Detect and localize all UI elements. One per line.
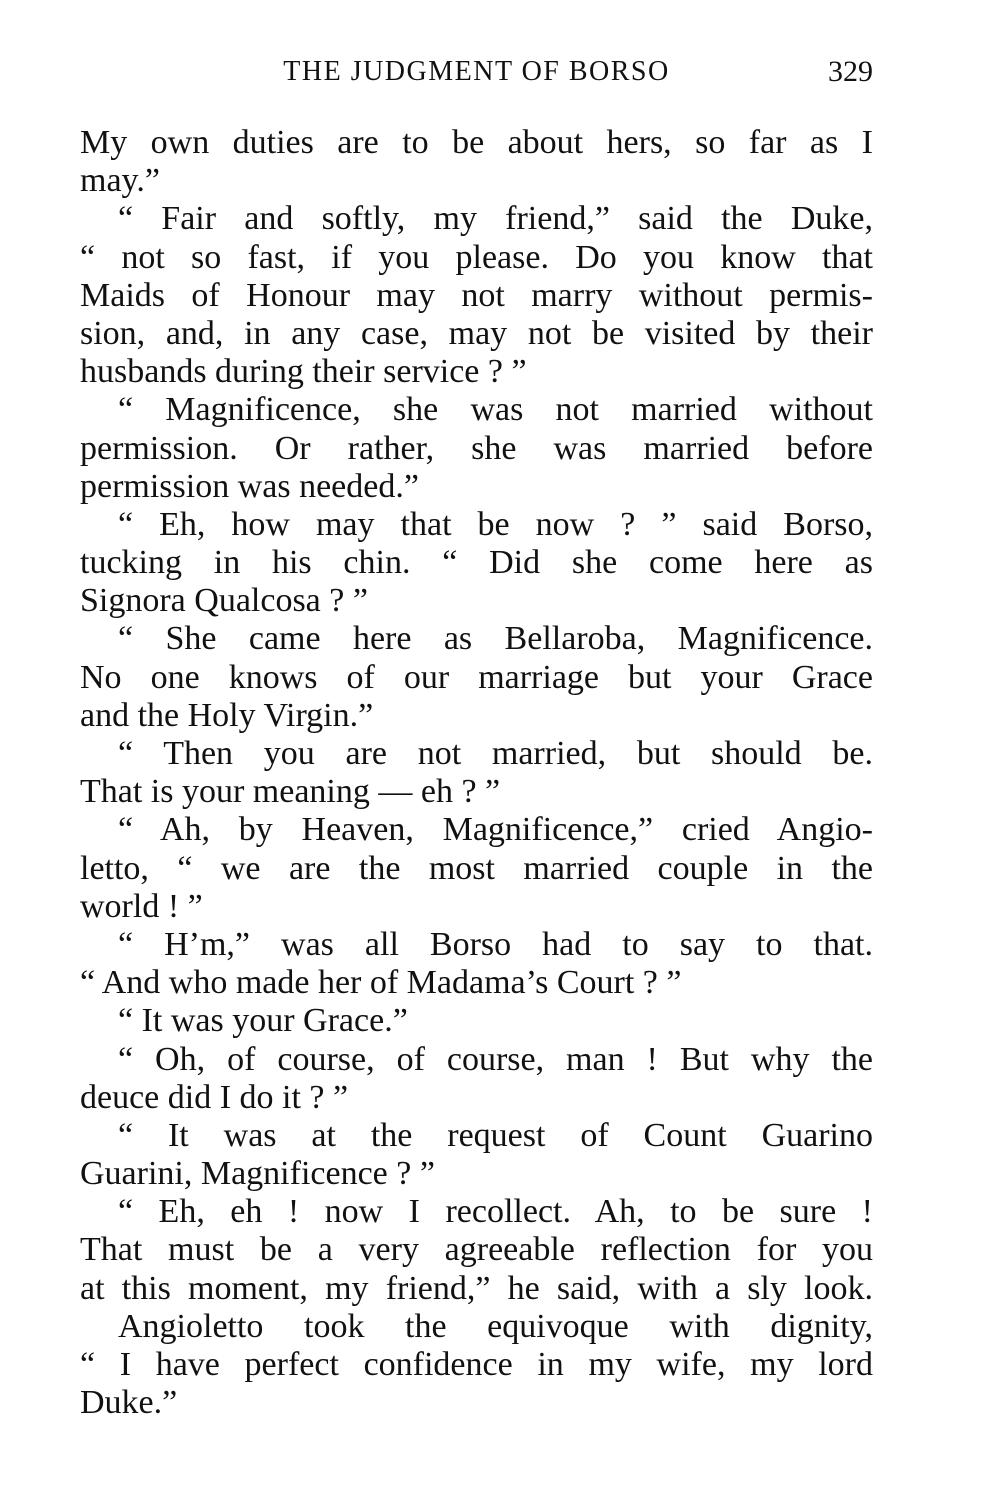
text-line: “ Then you are not married, but should be. — [118, 735, 873, 772]
text-line: Signora Qualcosa ? ” — [80, 582, 368, 620]
text-line: That is your meaning — eh ? ” — [80, 773, 501, 811]
text-line: and the Holy Virgin.” — [80, 696, 374, 734]
text-line: may.” — [80, 162, 160, 200]
text-line: “ Magnificence, she was not married without — [118, 391, 873, 429]
text-line: “ Eh, how may that be now ? ” said Borso, — [118, 505, 873, 543]
text-line: My own duties are to be about hers, so far as I — [80, 124, 873, 161]
text-line: “ not so fast, if you please. Do you know that — [80, 238, 873, 276]
text-line: “ Oh, of course, of course, man ! But why the — [118, 1040, 873, 1078]
page-number: 329 — [828, 55, 873, 88]
running-title: THE JUDGMENT OF BORSO — [283, 56, 670, 87]
text-line: “ It was at the request of Count Guarino — [118, 1116, 873, 1154]
text-line: That must be a very agreeable reflection for you — [80, 1231, 873, 1269]
text-line: No one knows of our marriage but your Grace — [80, 658, 873, 696]
running-head — [80, 52, 873, 92]
text-line: “ Ah, by Heaven, Magnificence,” cried Angio- — [118, 811, 873, 849]
text-line: “ H’m,” was all Borso had to say to that. — [118, 925, 873, 963]
text-line: world ! ” — [80, 887, 203, 925]
text-line: tucking in his chin. “ Did she come here as — [80, 544, 873, 582]
text-line: at this moment, my friend,” he said, with a sly look. — [80, 1269, 873, 1307]
body-text — [80, 124, 873, 1422]
text-line: “ Eh, eh ! now I recollect. Ah, to be sure ! — [118, 1193, 873, 1231]
text-line: husbands during their service ? ” — [80, 353, 527, 391]
text-line: deuce did I do it ? ” — [80, 1078, 349, 1116]
text-line: “ It was your Grace.” — [118, 1002, 408, 1040]
text-line: “ I have perfect confidence in my wife, my lord — [80, 1346, 873, 1383]
text-line: “ And who made her of Madama’s Court ? ” — [80, 964, 682, 1002]
text-line: Guarini, Magnificence ? ” — [80, 1155, 435, 1193]
text-line: “ She came here as Bellaroba, Magnificence. — [118, 620, 873, 658]
text-line: Duke.” — [80, 1384, 178, 1422]
text-line: Maids of Honour may not marry without permis- — [80, 276, 873, 314]
text-line: letto, “ we are the most married couple in the — [80, 849, 873, 887]
text-line: permission. Or rather, she was married before — [80, 429, 873, 467]
text-line: permission was needed.” — [80, 467, 419, 505]
text-line: sion, and, in any case, may not be visited by their — [80, 314, 873, 352]
text-line: Angioletto took the equivoque with dignity, — [118, 1307, 873, 1345]
text-line: “ Fair and softly, my friend,” said the Duke, — [118, 200, 873, 238]
